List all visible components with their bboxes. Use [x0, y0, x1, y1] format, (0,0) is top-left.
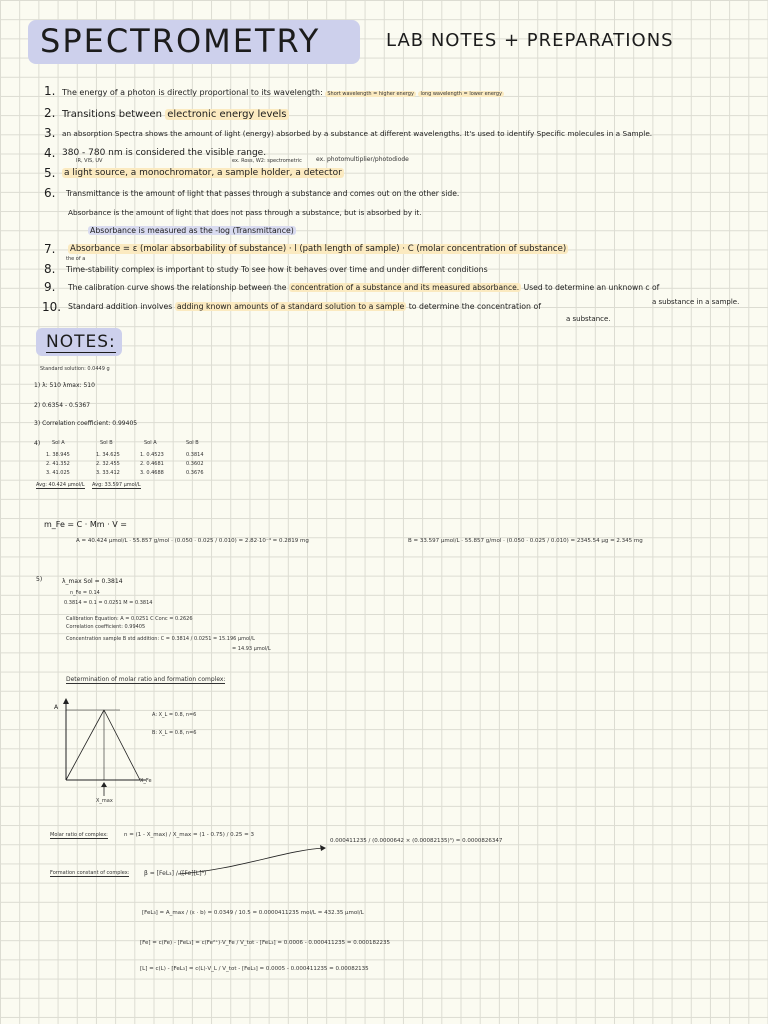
- number-9: 9.: [44, 280, 56, 294]
- note-5-line-1: λ_max Sol = 0.3814: [62, 578, 123, 585]
- number-5: 5.: [44, 166, 56, 180]
- item-7: [68, 244, 568, 254]
- item-6-sub-2-wrap: [88, 226, 296, 235]
- mass-formula: m_Fe = C · Mm · V =: [44, 520, 127, 529]
- table-row-1-d: 0.3814: [186, 452, 204, 458]
- number-6: 6.: [44, 186, 56, 200]
- item-10-text-c: a substance.: [566, 315, 611, 323]
- item-1-highlight-a: Short wavelength = higher energy: [327, 91, 414, 97]
- item-1-highlight-b: long wavelength = lower energy: [420, 91, 503, 97]
- table-row-1-c: 1. 0.4523: [140, 452, 164, 458]
- page-title: SPECTROMETRY: [40, 22, 321, 60]
- table-header-2: Sol B: [100, 440, 113, 446]
- connector-head: [320, 845, 326, 851]
- table-row-2-c: 2. 0.4681: [140, 461, 164, 467]
- table-row-1-b: 1. 34.625: [96, 452, 120, 458]
- number-3: 3.: [44, 126, 56, 140]
- item-1-text: The energy of a photon is directly proportional to its wavelength:: [62, 88, 323, 97]
- jobs-plot-sketch: [50, 696, 160, 806]
- item-9-text-c: a substance in a sample.: [652, 298, 740, 306]
- triangle-left: [66, 710, 104, 780]
- formation-label: Formation constant of complex:: [50, 870, 130, 876]
- item-9-text-a: The calibration curve shows the relationship between the: [68, 283, 287, 292]
- fel3-equation: [FeL₃] = A_max / (ε · b) = 0.0349 / 10.5 = 0.0000411235 mol/L = 432.35 μmol/L: [142, 910, 364, 916]
- item-2-highlight: electronic energy levels: [167, 109, 287, 120]
- triangle-right: [104, 710, 140, 780]
- max-arrow-head: [101, 782, 107, 787]
- item-5: [62, 168, 344, 178]
- table-header-1: Sol A: [52, 440, 65, 446]
- item-9: [68, 283, 659, 292]
- right-equation: 0.000411235 / (0.0000642 × (0.00082135)³) = 0.0000826347: [330, 838, 503, 844]
- note-5-line-2: n_Fe = 0.14: [70, 590, 100, 596]
- number-1: 1.: [44, 84, 56, 98]
- number-8: 8.: [44, 262, 56, 276]
- y-arrow: [63, 698, 69, 704]
- note-5-label: 5): [36, 576, 43, 583]
- ratio-label: Molar ratio of complex:: [50, 832, 108, 838]
- table-header-4: Sol B: [186, 440, 199, 446]
- note-2: 2) 0.6354 - 0.5367: [34, 402, 91, 409]
- note-5-line-5: Correlation coefficient: 0.99405: [66, 624, 146, 630]
- molar-ratio-heading: Determination of molar ratio and formation complex:: [66, 676, 226, 683]
- table-row-2-b: 2. 32.455: [96, 461, 120, 467]
- item-6-sub-1: Absorbance is the amount of light that does not pass through a substance, but is absorbed by it.: [68, 208, 422, 217]
- ratio-equation: n = (1 - X_max) / X_max = (1 - 0.75) / 0.25 = 3: [124, 832, 255, 838]
- table-row-3-b: 3. 33.412: [96, 470, 120, 476]
- item-10-text-a: Standard addition involves: [68, 302, 173, 311]
- item-4-note-c: ex. photomultiplier/photodiode: [316, 156, 409, 163]
- fe-equation: [Fe] = c(Fe) - [FeL₃] = c(Fe²⁺)·V_Fe / V_tot - [FeL₃] = 0.0006 - 0.000411235 = 0.000182235: [140, 940, 391, 946]
- notes-heading: NOTES:: [46, 332, 116, 352]
- page-subtitle: LAB NOTES + PREPARATIONS: [386, 30, 674, 51]
- table-avg-b: Avg: 33.597 μmol/L: [92, 482, 141, 488]
- item-9-highlight: concentration of a substance and its measured absorbance.: [290, 283, 520, 292]
- item-3-text: an absorption Spectra shows the amount of light (energy) absorbed by a substance at different wavelengths. It's used to identify Specific molecules in a Sample.: [62, 129, 653, 138]
- graph-y-label: A: [54, 704, 59, 711]
- number-2: 2.: [44, 106, 56, 120]
- item-10-highlight: adding known amounts of a standard solution to a sample: [176, 302, 405, 311]
- item-7-highlight: Absorbance = ε (molar absorbability of substance) · l (path length of sample) · C (molar concentration of substance): [70, 244, 567, 254]
- table-row-1-a: 1. 38.945: [46, 452, 70, 458]
- number-7: 7.: [44, 242, 56, 256]
- note-1: 1) λ: 510 λmax: 510: [34, 382, 95, 389]
- l-equation: [L] = c(L) - [FeL₃] = c(L)·V_L / V_tot - [FeL₃] = 0.0005 - 0.000411235 = 0.00082135: [140, 966, 369, 972]
- item-4-text: 380 - 780 nm is considered the visible range.: [62, 148, 267, 158]
- item-4-note-a: IR, VIS, UV: [76, 158, 103, 164]
- table-row-2-d: 0.3602: [186, 461, 204, 467]
- graph-note-2: B: X_L = 0.8, n=6: [152, 730, 197, 736]
- table-avg-a: Avg: 40.424 μmol/L: [36, 482, 85, 488]
- item-6-text: Transmittance is the amount of light that passes through a substance and comes out on the other side.: [66, 189, 460, 198]
- item-4-note-b: ex. Ross, W2: spectrometric: [232, 158, 302, 164]
- graph-xmax-label: X_max: [96, 798, 113, 804]
- number-4: 4.: [44, 146, 56, 160]
- item-8-text: Time-stability complex is important to study To see how it behaves over time and under different conditions: [66, 265, 488, 274]
- table-row-3-c: 3. 0.4688: [140, 470, 164, 476]
- formation-equation: β = [FeL₃] / ([Fe][L]³): [144, 870, 207, 877]
- note-4-label: 4): [34, 440, 41, 447]
- item-2: [62, 109, 289, 120]
- calc-a: A = 40.424 μmol/L · 55.857 g/mol · (0.050 · 0.025 / 0.010) = 2.82·10⁻⁴ = 0.2819 mg: [76, 538, 309, 544]
- table-row-3-d: 0.3676: [186, 470, 204, 476]
- note-standard-solution: Standard solution: 0.0449 g: [40, 366, 110, 372]
- table-row-3-a: 3. 41.025: [46, 470, 70, 476]
- note-5-line-7: = 14.93 μmol/L: [232, 646, 271, 652]
- table-header-3: Sol A: [144, 440, 157, 446]
- item-8-above: the of a: [66, 256, 86, 262]
- note-3: 3) Correlation coefficient: 0.99405: [34, 420, 138, 427]
- item-6-sub-2: Absorbance is measured as the -log (Transmittance): [90, 226, 294, 235]
- note-5-line-4: Calibration Equation: A = 0.0251 C Conc = 0.2626: [66, 616, 193, 622]
- table-row-2-a: 2. 41.352: [46, 461, 70, 467]
- item-10-text-b: to determine the concentration of: [408, 302, 541, 311]
- connector-curve: [176, 840, 336, 880]
- graph-x-label: X_Fe: [140, 778, 152, 784]
- connector-path: [178, 848, 324, 874]
- graph-note-1: A: X_L = 0.8, n=6: [152, 712, 197, 718]
- item-1: [62, 88, 504, 97]
- number-10: 10.: [42, 300, 62, 314]
- item-10: [68, 302, 541, 311]
- item-9-text-b: Used to determine an unknown c of: [523, 283, 660, 292]
- item-2-text: Transitions between: [62, 109, 162, 120]
- note-5-line-6: Concentration sample B std addition: C = 0.3814 / 0.0251 = 15.196 μmol/L: [66, 636, 255, 642]
- note-5-line-3: 0.3814 = 0.1 = 0.0251 M = 0.3814: [64, 600, 153, 606]
- calc-b: B = 33.597 μmol/L · 55.857 g/mol · (0.050 · 0.025 / 0.010) = 2345.54 μg = 2.345 mg: [408, 538, 643, 544]
- item-5-highlight: a light source, a monochromator, a sample holder, a detector: [64, 168, 342, 178]
